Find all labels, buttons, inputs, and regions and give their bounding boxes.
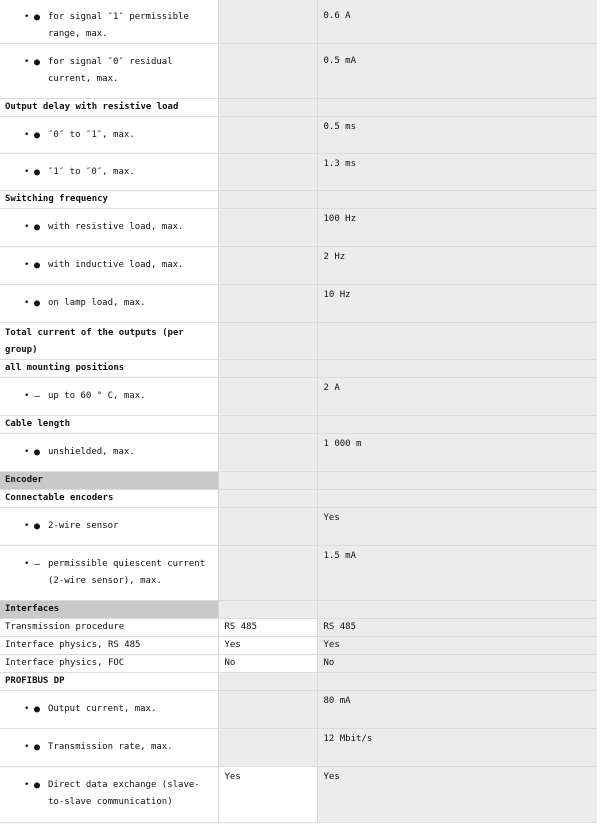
- value-cell-1: [218, 601, 317, 619]
- row-label: • ● ″0″ to ″1″, max.: [0, 117, 218, 154]
- value-cell-1: [218, 154, 317, 191]
- row-label: • ● 2-wire sensor: [0, 508, 218, 546]
- row-label: • ● Transmission rate, max.: [0, 729, 218, 767]
- value-cell-2: No: [317, 655, 597, 673]
- table-row: [0, 323, 597, 360]
- value-cell-2: [317, 323, 597, 360]
- value-cell-2: Yes: [317, 767, 597, 823]
- row-label: • ● Direct data exchange (slave-to-slave communication): [0, 767, 218, 823]
- value-cell-1: [218, 378, 317, 416]
- table-row: [0, 247, 597, 285]
- value-cell-1: [218, 508, 317, 546]
- table-row: [0, 44, 597, 99]
- value-cell-1: [218, 472, 317, 490]
- value-cell-1: [218, 247, 317, 285]
- table-row: [0, 655, 597, 673]
- row-label: Interface physics, RS 485: [0, 637, 218, 655]
- value-cell-1: Yes: [218, 637, 317, 655]
- group-heading: Cable length: [0, 416, 218, 434]
- table-row: [0, 99, 597, 117]
- value-cell-2: 1.5 mA: [317, 546, 597, 601]
- table-row: [0, 416, 597, 434]
- table-row: [0, 434, 597, 472]
- value-cell-1: No: [218, 655, 317, 673]
- value-cell-1: [218, 0, 317, 44]
- table-row: [0, 285, 597, 323]
- table-row: [0, 0, 597, 44]
- table-row: [0, 191, 597, 209]
- value-cell-1: [218, 44, 317, 99]
- row-label: • ● Output current, max.: [0, 691, 218, 729]
- value-cell-1: [218, 490, 317, 508]
- value-cell-2: [317, 472, 597, 490]
- table-row: [0, 673, 597, 691]
- value-cell-1: [218, 285, 317, 323]
- value-cell-1: [218, 691, 317, 729]
- value-cell-2: 12 Mbit/s: [317, 729, 597, 767]
- value-cell-1: [218, 209, 317, 247]
- row-label: • ● for signal ″0″ residual current, max.: [0, 44, 218, 99]
- value-cell-2: [317, 601, 597, 619]
- table-row: [0, 691, 597, 729]
- table-row: [0, 637, 597, 655]
- value-cell-2: [317, 673, 597, 691]
- row-label: • ● ″1″ to ″0″, max.: [0, 154, 218, 191]
- row-label: • ● with inductive load, max.: [0, 247, 218, 285]
- table-row: [0, 117, 597, 154]
- section-heading: Interfaces: [0, 601, 218, 619]
- table-row: [0, 472, 597, 490]
- value-cell-2: 0.5 ms: [317, 117, 597, 154]
- value-cell-1: Yes: [218, 767, 317, 823]
- value-cell-2: [317, 416, 597, 434]
- value-cell-1: [218, 360, 317, 378]
- value-cell-2: 1 000 m: [317, 434, 597, 472]
- value-cell-1: RS 485: [218, 619, 317, 637]
- value-cell-1: [218, 117, 317, 154]
- value-cell-2: [317, 360, 597, 378]
- table-row: [0, 619, 597, 637]
- table-row: [0, 490, 597, 508]
- value-cell-1: [218, 99, 317, 117]
- group-heading: Total current of the outputs (per group): [0, 323, 218, 360]
- value-cell-2: Yes: [317, 637, 597, 655]
- value-cell-1: [218, 673, 317, 691]
- row-label: Interface physics, FOC: [0, 655, 218, 673]
- row-label: • ● unshielded, max.: [0, 434, 218, 472]
- table-row: [0, 154, 597, 191]
- value-cell-2: 1.3 ms: [317, 154, 597, 191]
- section-heading: Encoder: [0, 472, 218, 490]
- value-cell-1: [218, 416, 317, 434]
- table-row: [0, 508, 597, 546]
- table-row: [0, 378, 597, 416]
- group-heading: Connectable encoders: [0, 490, 218, 508]
- value-cell-2: RS 485: [317, 619, 597, 637]
- value-cell-2: [317, 99, 597, 117]
- row-label: • ● on lamp load, max.: [0, 285, 218, 323]
- group-heading: all mounting positions: [0, 360, 218, 378]
- table-row: [0, 360, 597, 378]
- row-label: Transmission procedure: [0, 619, 218, 637]
- table-row: [0, 209, 597, 247]
- value-cell-2: 80 mA: [317, 691, 597, 729]
- table-row: [0, 767, 597, 823]
- value-cell-1: [218, 323, 317, 360]
- group-heading: Switching frequency: [0, 191, 218, 209]
- value-cell-2: Yes: [317, 508, 597, 546]
- table-row: [0, 546, 597, 601]
- group-heading: PROFIBUS DP: [0, 673, 218, 691]
- group-heading: Output delay with resistive load: [0, 99, 218, 117]
- table-row: [0, 729, 597, 767]
- table-row: [0, 601, 597, 619]
- value-cell-2: 100 Hz: [317, 209, 597, 247]
- value-cell-2: 0.6 A: [317, 0, 597, 44]
- value-cell-2: 10 Hz: [317, 285, 597, 323]
- row-label: • — up to 60 ° C, max.: [0, 378, 218, 416]
- row-label: • — permissible quiescent current (2-wire sensor), max.: [0, 546, 218, 601]
- value-cell-2: [317, 191, 597, 209]
- value-cell-2: 2 Hz: [317, 247, 597, 285]
- value-cell-2: [317, 490, 597, 508]
- value-cell-2: 2 A: [317, 378, 597, 416]
- value-cell-1: [218, 729, 317, 767]
- row-label: • ● with resistive load, max.: [0, 209, 218, 247]
- value-cell-2: 0.5 mA: [317, 44, 597, 99]
- value-cell-1: [218, 191, 317, 209]
- value-cell-1: [218, 434, 317, 472]
- value-cell-1: [218, 546, 317, 601]
- row-label: • ● for signal ″1″ permissible range, max.: [0, 0, 218, 44]
